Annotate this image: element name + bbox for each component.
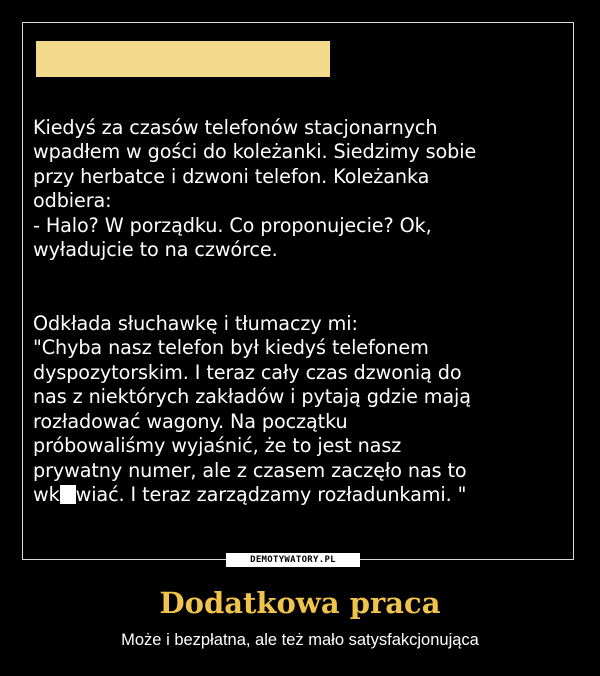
story-paragraph-1: Kiedyś za czasów telefonów stacjonarnych wpadłem w gości do koleżanki. Siedzimy sobie przy herbatce i dzwoni telefon. Koleżanka odbiera: - Halo? W porządku. Co proponujecie? Ok, wyładujcie to na czwórce. — [33, 115, 477, 261]
story-paragraph-2-text: Odkłada słuchawkę i tłumaczy mi: "Chyba nasz telefon był kiedyś telefonem dyspozytorskim. I teraz cały czas dzwonią do nas z niektórych zakładów i pytają gdzie mają rozładować wagony. Na początku próbowaliśmy wyjaśnić, że to jest nasz prywatny numer, ale z czasem zaczęło nas to — [33, 311, 471, 482]
censored-word-end: wiać. I teraz zarządzamy rozładunkami. " — [75, 483, 467, 506]
story-paragraph-2 — [33, 312, 565, 508]
highlight-bar — [36, 41, 330, 77]
censored-word-start: wk — [33, 483, 60, 506]
site-watermark: DEMOTYWATORY.PL — [226, 553, 360, 567]
post-image — [33, 33, 565, 551]
censor-box — [60, 485, 76, 504]
post-title: Dodatkowa praca — [159, 586, 441, 620]
post-subtitle: Może i bezpłatna, ale też mało satysfakcjonująca — [121, 631, 479, 649]
story-text — [33, 91, 565, 532]
